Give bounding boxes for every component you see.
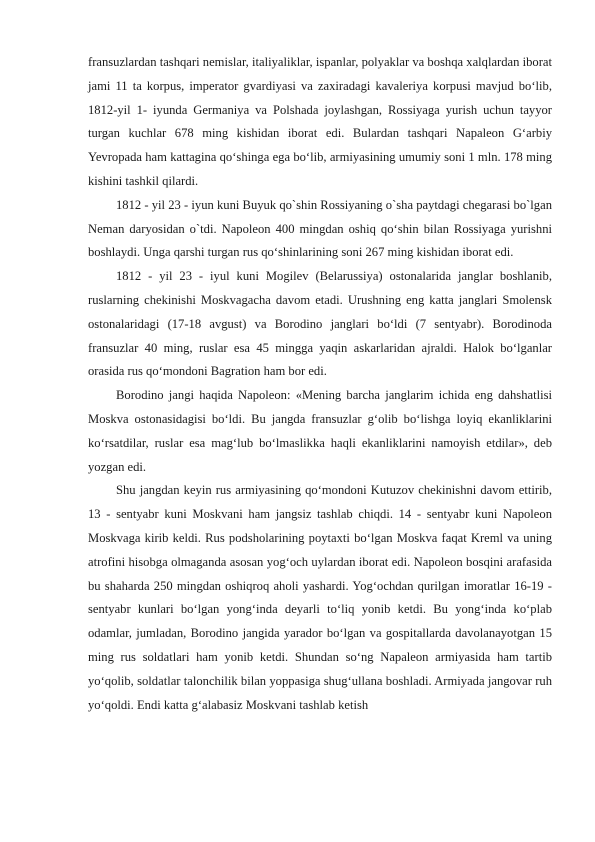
document-page [88, 51, 552, 717]
paragraph-army-composition: fransuzlardan tashqari nemislar, italiyaliklar, ispanlar, polyaklar va boshqa xalqlardan iborat jami 11 ta korpus, imperator gvardiyasi va zaxiradagi kavaleriya korpusi mavjud bo‘lib, 1812-yil 1- iyunda Germaniya va Polshada joylashgan, Rossiyaga yurish uchun tayyor turgan kuchlar 678 ming kishidan iborat edi. Bulardan tashqari Napaleon G‘arbiy Yevropada ham kattagina qo‘shinga ega bo‘lib, armiyasining umumiy soni 1 mln. 178 ming kishini tashkil qilardi. [88, 55, 552, 188]
paragraph-moscow: Shu jangdan keyin rus armiyasining qo‘mondoni Kutuzov chekinishni davom ettirib, 13 - sentyabr kuni Moskvani ham jangsiz tashlab chiqdi. 14 - sentyabr kuni Napoleon Moskvaga kirib keldi. Rus podsholarining poytaxti bo‘lgan Moskva faqat Kreml va uning atrofini hisobga olmaganda asosan yog‘och uylardan iborat edi. Napoleon bosqini arafasida bu shaharda 250 mingdan oshiqroq aholi yashardi. Yog‘ochdan qurilgan imoratlar 16-19 - sentyabr kunlari bo‘lgan yong‘inda deyarli to‘liq yonib ketdi. Bu yong‘inda ko‘plab odamlar, jumladan, Borodino jangida yarador bo‘lgan va gospitallarda davolanayotgan 15 ming rus soldatlari ham yonib ketdi. Shundan so‘ng Napaleon armiyasida ham tartib yo‘qolib, soldatlar talonchilik bilan yoppasiga shug‘ullana boshladi. Armiyada jangovar ruh yo‘qoldi. Endi katta g‘alabasiz Moskvani tashlab ketish [88, 483, 552, 712]
paragraph-neman-crossing: 1812 - yil 23 - iyun kuni Buyuk qo`shin Rossiyaning o`sha paytdagi chegarasi bo`lgan Neman daryosidan o`tdi. Napoleon 400 mingdan oshiq qo‘shin bilan Rossiyaga yurishni boshlaydi. Unga qarshi turgan rus qo‘shinlarining soni 267 ming kishidan iborat edi. [88, 197, 552, 260]
paragraph-napoleon-quote: Borodino jangi haqida Napoleon: «Mening barcha janglarim ichida eng dahshatlisi Moskva ostonasidagisi bo‘ldi. Bu jangda fransuzlar g‘olib bo‘lishga loyiq ekanliklarini ko‘rsatdilar, ruslar esa mag‘lub bo‘lmaslikka haqli ekanliklarini namoyish etdilar», deb yozgan edi. [88, 388, 552, 474]
paragraph-battles: 1812 - yil 23 - iyul kuni Mogilev (Belarussiya) ostonalarida janglar boshlanib, ruslarning chekinishi Moskvagacha davom etadi. Urushning eng katta janglari Smolensk ostonalaridagi (17-18 avgust) va Borodino janglari bo‘ldi (7 sentyabr). Borodinoda fransuzlar 40 ming, ruslar esa 45 mingga yaqin askarlaridan ajraldi. Halok bo‘lganlar orasida rus qo‘mondoni Bagration ham bor edi. [88, 269, 552, 379]
